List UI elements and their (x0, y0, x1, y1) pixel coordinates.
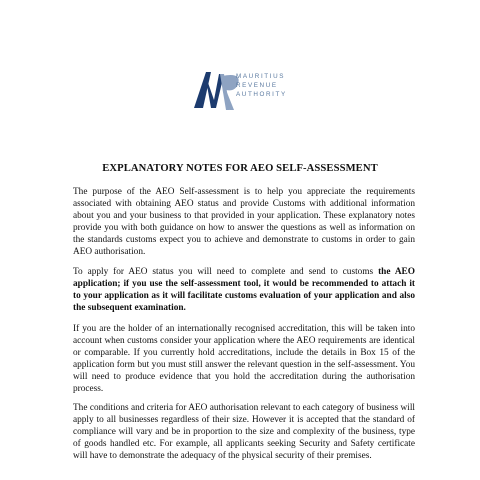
logo-line-2: REVENUE (236, 82, 278, 89)
paragraph-conditions: The conditions and criteria for AEO authorisation relevant to each category of business will apply to all businesses regardless of their size. However it is accepted that the standard of compliance will vary and be in proportion to the size and complexity of the business, type of goods handled etc. For example, all applicants seeking Security and Safety certificate will have to demonstrate the adequacy of the physical security of their premises. (73, 403, 415, 462)
document-title: EXPLANATORY NOTES FOR AEO SELF-ASSESSMENT (102, 163, 378, 174)
paragraph-purpose: The purpose of the AEO Self-assessment is to help you appreciate the requirements associated with obtaining AEO status and provide Customs with additional information about you and your business to that provided in your application. These explanatory notes provide you with both guidance on how to answer the questions as well as information on the standards customs expect you to achieve and demonstrate to customs in order to gain AEO authorisation. (73, 187, 415, 258)
mra-logo (190, 66, 294, 120)
logo-line-3: AUTHORITY (236, 91, 287, 98)
logo-wordmark (236, 72, 287, 99)
paragraph-apply-emphasis: the AEO application; if you use the self-assessment tool, it would be recommended to attach it to your application as it will facilitate customs evaluation of your application and also the subsequent examination. (73, 267, 415, 314)
paragraph-accreditation: If you are the holder of an internationally recognised accreditation, this will be taken into account when customs consider your application where the AEO requirements are identical or comparable. If you currently hold accreditations, include the details in Box 15 of the application form but you must still answer the relevant question in the self-assessment. You will need to produce evidence that you hold the accreditation during the authorisation process. (73, 324, 415, 395)
paragraph-apply-text: To apply for AEO status you will need to complete and send to customs (73, 267, 379, 277)
logo-line-1: MAURITIUS (236, 73, 286, 80)
paragraph-apply (73, 266, 415, 314)
